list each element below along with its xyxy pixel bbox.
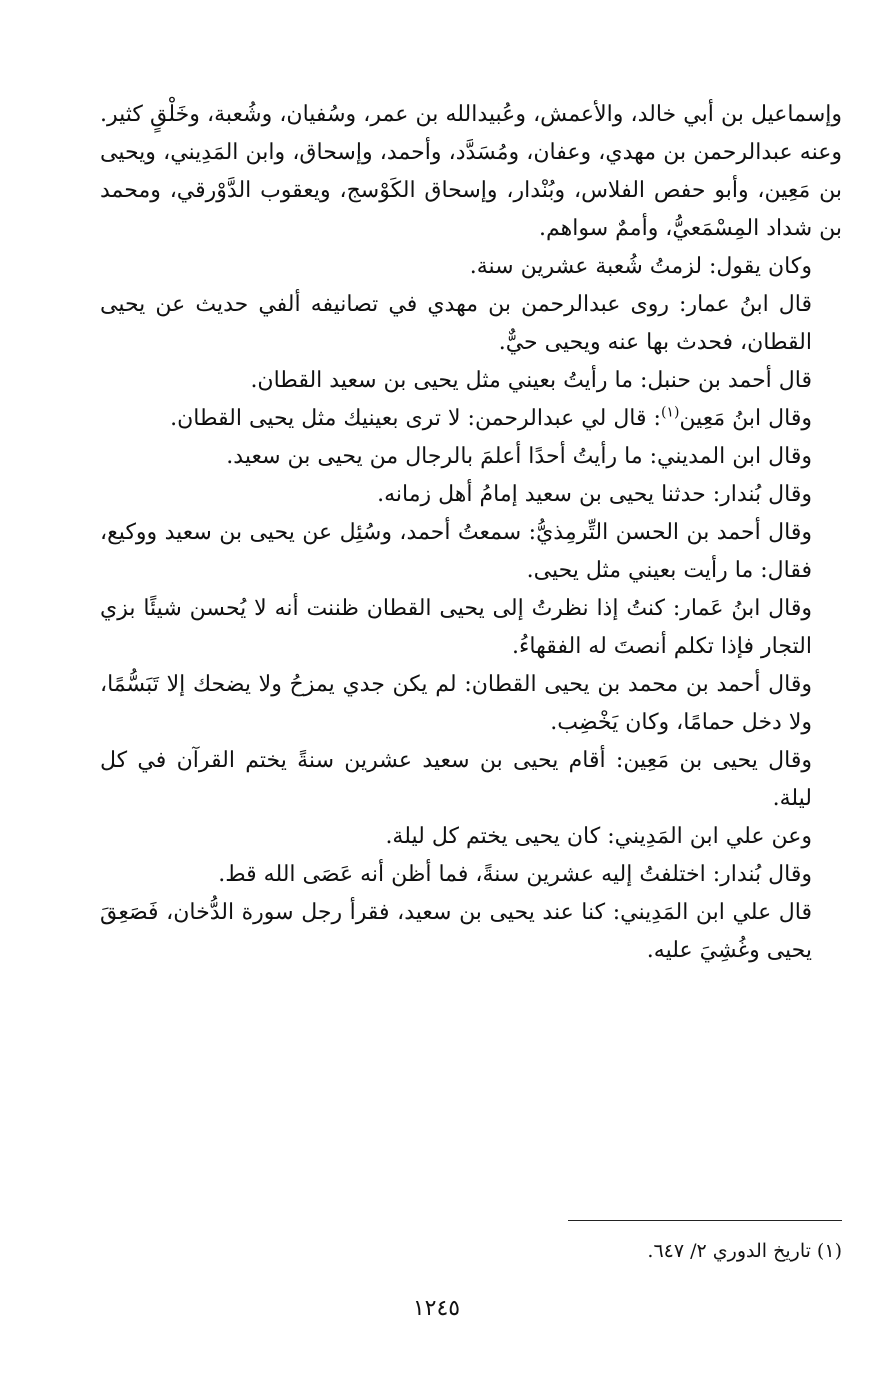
paragraph-8: وقال أحمد بن الحسن التِّرمِذيُّ: سمعتُ أحمد، وسُئِل عن يحيى بن سعيد ووكيع، فقال: ما رأيت بعيني مثل يحيى. — [100, 520, 812, 583]
paragraph-11: وقال يحيى بن مَعِين: أقام يحيى بن سعيد عشرين سنةً يختم القرآن في كل ليلة. — [100, 748, 812, 811]
main-text — [100, 96, 842, 970]
paragraph-5-end: : قال لي عبدالرحمن: لا ترى بعينيك مثل يحيى القطان. — [170, 406, 661, 431]
paragraph-3: قال ابنُ عمار: روى عبدالرحمن بن مهدي في تصانيفه ألفي حديث عن يحيى القطان، فحدث بها عنه ويحيى حيٌّ. — [100, 292, 812, 355]
paragraph-1: وإسماعيل بن أبي خالد، والأعمش، وعُبيدالله بن عمر، وسُفيان، وشُعبة، وخَلْقٍ كثير. وعنه عبدالرحمن بن مهدي، وعفان، ومُسَدَّد، وأحمد، وإسحاق، وابن المَدِيني، ويحيى بن مَعِين، وأبو حفص الفلاس، وبُنْدار، وإسحاق الكَوْسج، ويعقوب الدَّوْرقي، ومحمد بن شداد المِسْمَعيُّ، وأممٌ سواهم. — [100, 102, 842, 241]
paragraph-6: وقال ابن المديني: ما رأيتُ أحدًا أعلمَ بالرجال من يحيى بن سعيد. — [226, 444, 812, 469]
paragraph-2: وكان يقول: لزمتُ شُعبة عشرين سنة. — [469, 254, 812, 279]
paragraph-14: قال علي ابن المَدِيني: كنا عند يحيى بن سعيد، فقرأ رجل سورة الدُّخان، فَصَعِقَ يحيى وغُشِيَ عليه. — [100, 900, 812, 963]
footnote: (١) تاريخ الدوري ٢/ ٦٤٧. — [647, 1240, 842, 1262]
footnote-reference[interactable]: (١) — [660, 404, 680, 421]
paragraph-10: وقال أحمد بن محمد بن يحيى القطان: لم يكن جدي يمزحُ ولا يضحك إلا تَبَسُّمًا، ولا دخل حمامًا، وكان يَخْضِب. — [100, 672, 812, 735]
paragraph-5 — [100, 400, 842, 438]
paragraph-13: وقال بُندار: اختلفتُ إليه عشرين سنةً، فما أظن أنه عَصَى الله قط. — [218, 862, 812, 887]
paragraph-5-start: وقال ابنُ مَعِين — [679, 406, 812, 431]
footnote-divider — [568, 1220, 842, 1221]
paragraph-12: وعن علي ابن المَدِيني: كان يحيى يختم كل ليلة. — [385, 824, 812, 849]
paragraph-9: وقال ابنُ عَمار: كنتُ إذا نظرتُ إلى يحيى القطان ظننت أنه لا يُحسن شيئًا بزي التجار فإذا تكلم أنصتَ له الفقهاءُ. — [100, 596, 812, 659]
page-number: ١٢٤٥ — [412, 1296, 461, 1321]
paragraph-4: قال أحمد بن حنبل: ما رأيتُ بعيني مثل يحيى بن سعيد القطان. — [250, 368, 812, 393]
paragraph-7: وقال بُندار: حدثنا يحيى بن سعيد إمامُ أهل زمانه. — [377, 482, 812, 507]
